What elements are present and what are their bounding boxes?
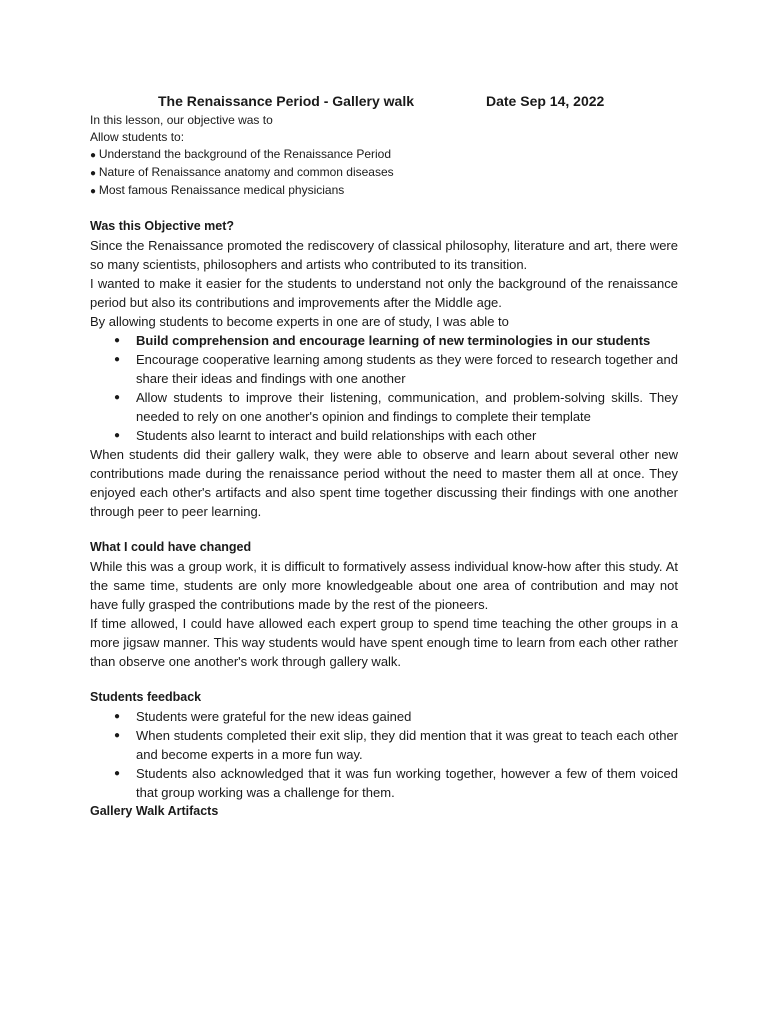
bullet-icon: ●	[114, 335, 121, 346]
paragraph: If time allowed, I could have allowed each expert group to spend time teaching the other groups in a more jigsaw manner. This way students would have spent enough time to learn from each other rather than observe one another's work through gallery walk.	[90, 616, 678, 669]
list-item-text: Encourage cooperative learning among students as they were forced to research together and share their ideas and findings with one another	[136, 352, 679, 386]
list-item: ● Nature of Renaissance anatomy and common diseases	[90, 164, 678, 182]
list-item-text: Students were grateful for the new ideas gained	[136, 709, 412, 724]
page-date: Date Sep 14, 2022	[486, 93, 605, 109]
feedback-bullets	[90, 707, 678, 802]
list-item-text: When students completed their exit slip, they did mention that it was great to teach each other and become experts in a more fun way.	[136, 728, 678, 762]
list-item-text: Students also learnt to interact and build relationships with each other	[136, 428, 537, 443]
heading-gallery-walk-artifacts: Gallery Walk Artifacts	[90, 804, 219, 818]
list-item	[114, 707, 678, 726]
bullet-icon: ●	[114, 430, 121, 441]
list-item-text: Students also acknowledged that it was fun working together, however a few of them voiced that group working was a challenge for them.	[136, 766, 678, 800]
list-item	[114, 350, 679, 388]
intro-objective: In this lesson, our objective was to	[90, 113, 273, 127]
document-page	[90, 90, 678, 821]
paragraph: When students did their gallery walk, they were able to observe and learn about several other new contributions made during the renaissance period without the need to master them all at once. They enjoyed each other's artifacts and also spent time together discussing their findings with one another through peer to peer learning.	[90, 447, 678, 519]
paragraph: Since the Renaissance promoted the rediscovery of classical philosophy, literature and art, there were so many scientists, philosophers and artists who contributed to its transition.	[90, 238, 678, 272]
bullet-icon: ●	[114, 354, 121, 365]
bullet-icon: ●	[114, 711, 121, 722]
list-item	[114, 331, 678, 350]
paragraph: By allowing students to become experts in one are of study, I was able to	[90, 314, 509, 329]
intro-allow-students: Allow students to:	[90, 130, 185, 144]
list-item: ● Understand the background of the Renaissance Period	[90, 146, 678, 164]
paragraph: I wanted to make it easier for the students to understand not only the background of the renaissance period but also its contributions and improvements after the Middle age.	[90, 276, 678, 310]
paragraph: While this was a group work, it is difficult to formatively assess individual know-how after this study. At the same time, students are only more knowledgeable about one area of contribution and may not have fully grasped the contributions made by the rest of the pioneers.	[90, 559, 678, 612]
list-item: ● Most famous Renaissance medical physicians	[90, 182, 678, 200]
bullet-icon: ●	[114, 730, 121, 741]
list-item	[114, 726, 678, 764]
list-item-text: Build comprehension and encourage learning of new terminologies in our students	[136, 333, 651, 348]
heading-could-have-changed: What I could have changed	[90, 540, 252, 554]
intro-list	[90, 146, 678, 200]
bullet-icon: ●	[114, 392, 121, 403]
bullet-icon: ●	[114, 768, 121, 779]
page-title: The Renaissance Period - Gallery walk	[158, 93, 414, 109]
title-row	[90, 90, 678, 112]
objective-bullets	[90, 331, 678, 445]
list-item	[114, 764, 678, 802]
heading-students-feedback: Students feedback	[90, 690, 202, 704]
list-item	[114, 426, 678, 445]
list-item-text: Allow students to improve their listening, communication, and problem-solving skills. They needed to rely on one another's opinion and findings to complete their template	[136, 390, 678, 424]
list-item	[114, 388, 678, 426]
heading-objective-met: Was this Objective met?	[90, 219, 235, 233]
